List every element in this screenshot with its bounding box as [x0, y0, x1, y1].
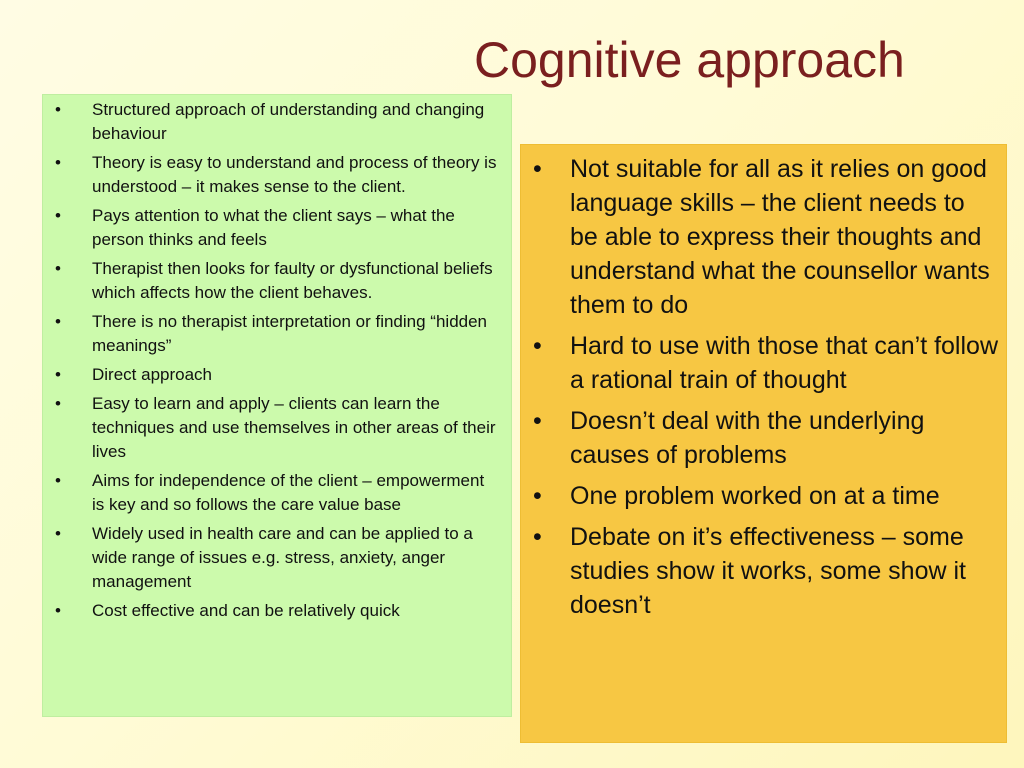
disadvantages-panel — [520, 144, 1007, 743]
list-item — [53, 204, 501, 252]
list-item — [53, 310, 501, 358]
advantages-list — [53, 98, 501, 623]
list-item — [529, 479, 998, 513]
bullet-icon: • — [55, 524, 61, 543]
bullet-icon: • — [55, 100, 61, 119]
list-item-text: Debate on it’s effectiveness – some studies show it works, some show it doesn’t — [570, 523, 966, 619]
bullet-icon: • — [55, 312, 61, 331]
bullet-icon: • — [55, 394, 61, 413]
bullet-icon: • — [533, 482, 542, 510]
list-item-text: Hard to use with those that can’t follow a rational train of thought — [570, 332, 999, 394]
bullet-icon: • — [55, 206, 61, 225]
bullet-icon: • — [533, 155, 542, 183]
bullet-icon: • — [533, 332, 542, 360]
list-item — [53, 151, 501, 199]
list-item — [53, 257, 501, 305]
bullet-icon: • — [55, 601, 61, 620]
list-item — [53, 522, 501, 594]
disadvantages-list — [529, 152, 998, 622]
list-item-text: Widely used in health care and can be applied to a wide range of issues e.g. stress, anxiety, anger management — [92, 524, 473, 591]
bullet-icon: • — [533, 407, 542, 435]
list-item-text: Direct approach — [92, 365, 213, 384]
list-item-text: Not suitable for all as it relies on good language skills – the client needs to be able to express their thoughts and understand what the counsellor wants them to do — [570, 155, 990, 319]
bullet-icon: • — [55, 365, 61, 384]
list-item-text: One problem worked on at a time — [570, 482, 940, 510]
list-item — [529, 520, 998, 622]
list-item-text: Pays attention to what the client says – what the person thinks and feels — [92, 206, 455, 249]
bullet-icon: • — [55, 153, 61, 172]
slide-title: Cognitive approach — [474, 32, 905, 88]
list-item — [53, 392, 501, 464]
list-item-text: Therapist then looks for faulty or dysfunctional beliefs which affects how the client behaves. — [92, 259, 493, 302]
bullet-icon: • — [533, 523, 542, 551]
list-item — [53, 98, 501, 146]
list-item-text: Cost effective and can be relatively quick — [92, 601, 400, 620]
list-item-text: Doesn’t deal with the underlying causes of problems — [570, 407, 925, 469]
bullet-icon: • — [55, 259, 61, 278]
list-item — [53, 363, 501, 387]
list-item — [53, 469, 501, 517]
list-item-text: There is no therapist interpretation or finding “hidden meanings” — [92, 312, 488, 355]
list-item-text: Easy to learn and apply – clients can learn the techniques and use themselves in other areas of their lives — [92, 394, 496, 461]
list-item-text: Aims for independence of the client – empowerment is key and so follows the care value base — [92, 471, 485, 514]
list-item-text: Structured approach of understanding and changing behaviour — [92, 100, 485, 143]
list-item — [529, 404, 998, 472]
advantages-panel — [42, 94, 512, 717]
bullet-icon: • — [55, 471, 61, 490]
list-item-text: Theory is easy to understand and process of theory is understood – it makes sense to the client. — [92, 153, 497, 196]
list-item — [53, 599, 501, 623]
list-item — [529, 329, 998, 397]
list-item — [529, 152, 998, 322]
